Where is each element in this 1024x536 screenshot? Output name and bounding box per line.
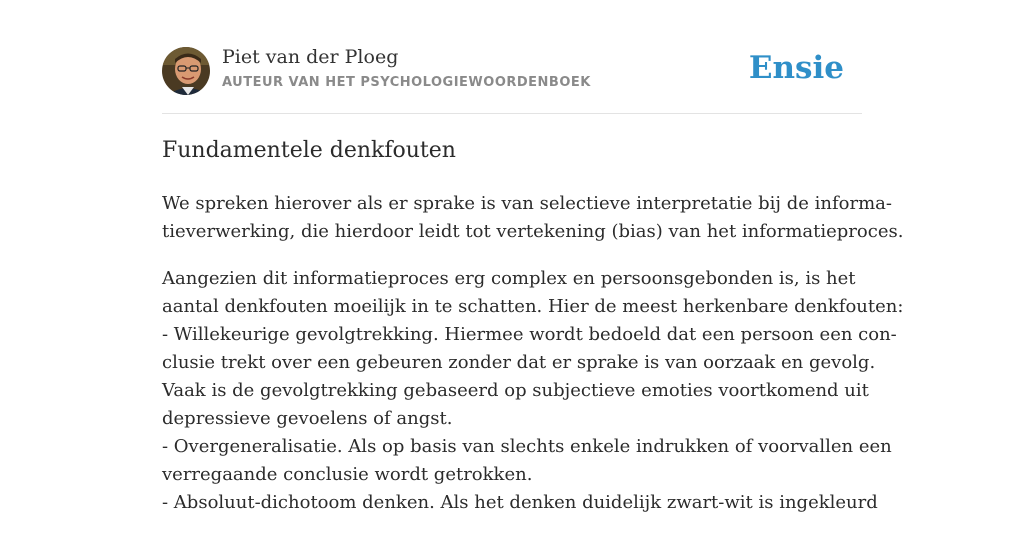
author-role: AUTEUR VAN HET PSYCHOLOGIEWOORDENBOEK (222, 75, 591, 90)
article-card (162, 0, 904, 513)
text-line: Aangezien dit informatieproces erg complex en persoonsgebonden is, is het (162, 268, 856, 289)
author-header (162, 0, 862, 114)
article-body (162, 190, 904, 536)
text-line: aantal denkfouten moeilijk in te schatten. Hier de meest herkenbare denkfouten: (162, 296, 904, 317)
author-name[interactable]: Piet van der Ploeg (222, 46, 399, 68)
text-line: Vaak is de gevolgtrekking gebaseerd op subjectieve emoties voortkomend uit (162, 380, 869, 401)
text-line: We spreken hierover als er sprake is van selectieve interpretatie bij de informa- (162, 193, 892, 214)
paragraph (162, 190, 904, 246)
text-line: verregaande conclusie wordt getrokken. (162, 464, 533, 485)
ensie-logo[interactable]: Ensie (748, 50, 844, 86)
text-line: clusie trekt over een gebeuren zonder dat er sprake is van oorzaak en gevolg. (162, 352, 876, 373)
text-line: - Overgeneralisatie. Als op basis van slechts enkele indrukken of voorvallen een (162, 436, 892, 457)
article-title: Fundamentele denkfouten (162, 138, 456, 163)
avatar-portrait-icon (162, 47, 210, 95)
text-line: tieverwerking, die hierdoor leidt tot vertekening (bias) van het informatieproces. (162, 221, 904, 242)
text-line: - Willekeurige gevolgtrekking. Hiermee wordt bedoeld dat een persoon een con- (162, 324, 897, 345)
text-line: depressieve gevoelens of angst. (162, 408, 453, 429)
text-line: - Absoluut-dichotoom denken. Als het denken duidelijk zwart-wit is ingekleurd (162, 492, 878, 513)
author-avatar[interactable] (162, 47, 210, 95)
paragraph (162, 265, 904, 517)
